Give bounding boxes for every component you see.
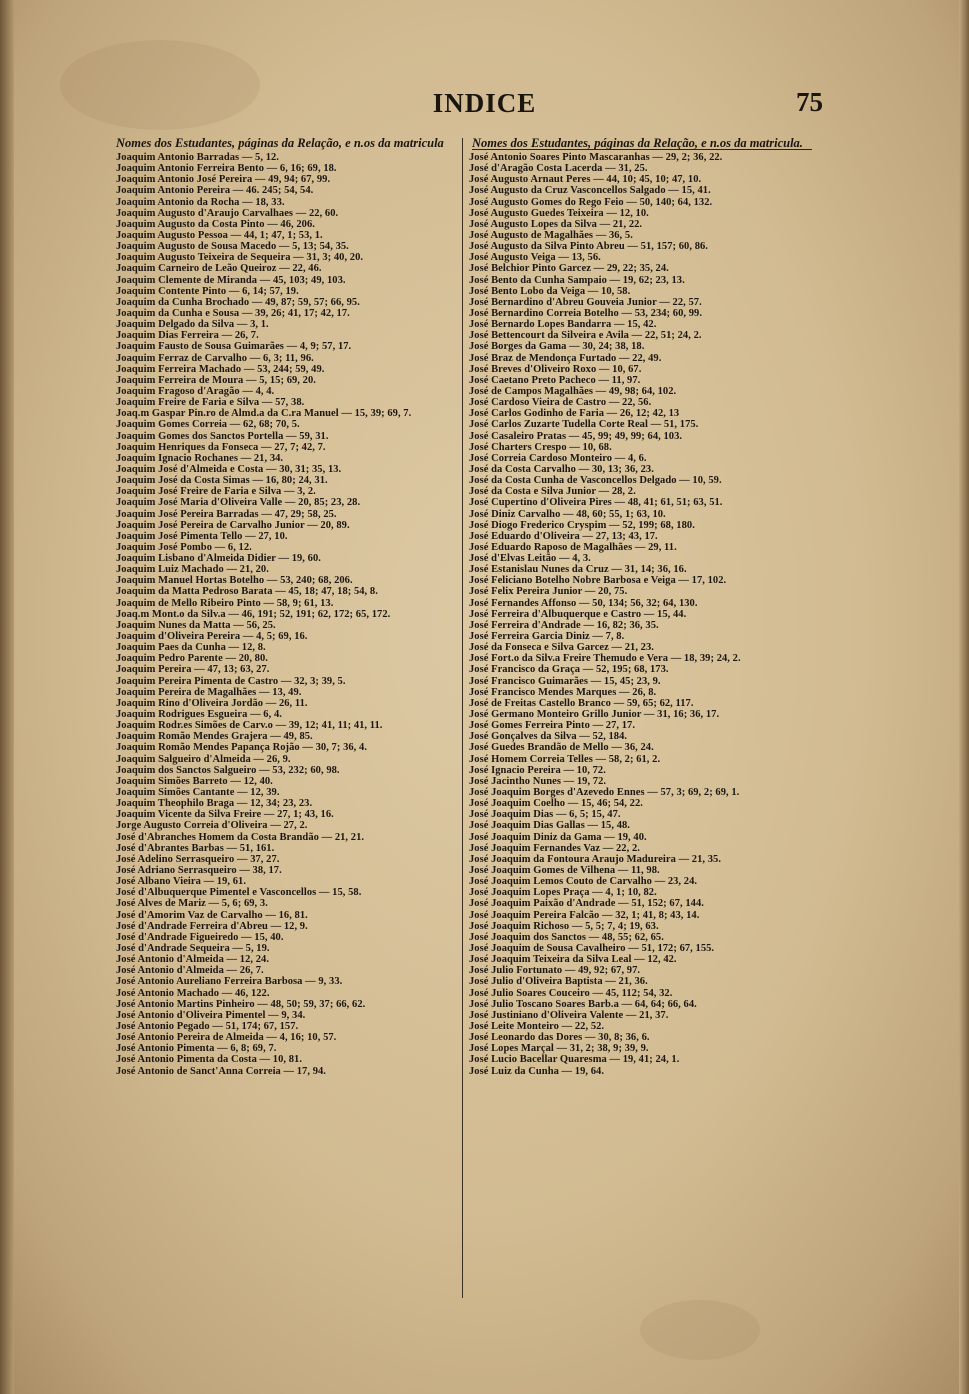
index-entry: José d'Andrade Sequeira — 5, 19. <box>116 942 270 954</box>
index-entry: José Joaquim Lemos Couto de Carvalho — 23, 24. <box>469 876 698 888</box>
left-column-header: Nomes dos Estudantes, páginas da Relação, e n.os da matricula <box>116 136 444 150</box>
index-entry: José Antonio Martins Pinheiro — 48, 50; 59, 37; 66, 62. <box>116 998 366 1010</box>
index-entry: Joaquim Manuel Hortas Botelho — 53, 240; 68, 206. <box>116 575 353 587</box>
index-entry: José Julio Toscano Soares Barb.a — 64, 64; 66, 64. <box>469 998 697 1010</box>
index-entry: José Estanislau Nunes da Cruz — 31, 14; 36, 16. <box>469 564 687 576</box>
index-entry: José Fort.o da Silv.a Freire Themudo e Vera — 18, 39; 24, 2. <box>469 653 741 665</box>
index-entry: José Antonio d'Oliveira Pimentel — 9, 34. <box>116 1009 306 1021</box>
index-entry: José da Costa Carvalho — 30, 13; 36, 23. <box>469 463 654 475</box>
index-entry: José Jacintho Nunes — 19, 72. <box>469 775 607 787</box>
index-entry: Joaquim Ferraz de Carvalho — 6, 3; 11, 96. <box>116 352 314 364</box>
index-entry: José Ferreira d'Albuquerque e Castro — 15, 44. <box>469 608 687 620</box>
index-entry: José Augusto da Silva Pinto Abreu — 51, 157; 60, 86. <box>469 241 708 253</box>
index-entry: José Eduardo d'Oliveira — 27, 13; 43, 17. <box>469 530 658 542</box>
index-entry: José Julio d'Oliveira Baptista — 21, 36. <box>469 976 648 988</box>
index-entry: José Charters Crespo — 10, 68. <box>469 441 612 453</box>
index-entry: José Joaquim Coelho — 15, 46; 54, 22. <box>469 798 643 810</box>
index-entry: José Caetano Preto Pacheco — 11, 97. <box>469 374 641 386</box>
index-entry: Joaquim Salgueiro d'Almeida — 26, 9. <box>116 753 291 765</box>
index-entry: Joaquim Simões Cantante — 12, 39. <box>116 787 280 799</box>
index-entry: Joaquim da Cunha Brochado — 49, 87; 59, 57; 66, 95. <box>116 296 360 308</box>
index-entry: Joaquim José d'Almeida e Costa — 30, 31; 35, 13. <box>116 463 342 475</box>
index-entry: Joaquim Vicente da Silva Freire — 27, 1; 43, 16. <box>116 809 334 821</box>
index-entry: José Lopes Marçal — 31, 2; 38, 9; 39, 9. <box>469 1043 649 1055</box>
right-index-column <box>469 152 819 1077</box>
index-entry: José Antonio Machado — 46, 122. <box>116 987 270 999</box>
index-entry: Joaquim Romão Mendes Papança Rojão — 30, 7; 36, 4. <box>116 742 367 754</box>
index-entry: Joaquim da Cunha e Sousa — 39, 26; 41, 17; 42, 17. <box>116 307 350 319</box>
left-index-column <box>116 152 466 1077</box>
paper-stain <box>640 1300 760 1360</box>
index-entry: José Bento Lobo da Veiga — 10, 58. <box>469 285 631 297</box>
index-entry: José Ferreira Garcia Diniz — 7, 8. <box>469 631 625 643</box>
index-entry: Joaquim Gomes dos Sanctos Portella — 59, 31. <box>116 430 329 442</box>
index-entry: José Joaquim Dias Gallas — 15, 48. <box>469 820 630 832</box>
index-entry: José Antonio Soares Pinto Mascaranhas — 29, 2; 36, 22. <box>469 152 723 163</box>
index-entry: Joaquim José Maria d'Oliveira Valle — 20, 85; 23, 28. <box>116 497 361 509</box>
index-entry: José Augusto Guedes Teixeira — 12, 10. <box>469 207 649 219</box>
index-entry: José Albano Vieira — 19, 61. <box>116 876 247 888</box>
index-entry: Joaquim Rino d'Oliveira Jordão — 26, 11. <box>116 697 308 709</box>
page-binding-edge <box>0 0 14 1394</box>
index-entry: José da Fonseca e Silva Garcez — 21, 23. <box>469 642 654 654</box>
index-entry: Joaquim Fausto de Sousa Guimarães — 4, 9; 57, 17. <box>116 341 352 353</box>
index-entry: Joaquim Gomes Correia — 62, 68; 70, 5. <box>116 419 300 431</box>
index-entry: Joaquim Simões Barreto — 12, 40. <box>116 775 273 787</box>
index-entry: José Diogo Frederico Cryspim — 52, 199; 68, 180. <box>469 519 695 531</box>
index-entry: José Germano Monteiro Grillo Junior — 31, 16; 36, 17. <box>469 709 720 721</box>
index-entry: José Ignacio Pereira — 10, 72. <box>469 764 606 776</box>
index-entry: José Joaquim Lopes Praça — 4, 1; 10, 82. <box>469 887 657 899</box>
index-entry: José Casaleiro Pratas — 45, 99; 49, 99; 64, 103. <box>469 430 683 442</box>
index-entry: José Joaquim Richoso — 5, 5; 7, 4; 19, 63. <box>469 920 659 932</box>
right-column-header: Nomes dos Estudantes, páginas da Relação, e n.os da matricula. <box>472 136 812 150</box>
index-entry: Joaquim de Mello Ribeiro Pinto — 58, 9; 61, 13. <box>116 597 334 609</box>
index-entry: Joaquim Romão Mendes Grajera — 49, 85. <box>116 731 313 743</box>
index-entry: José Joaquim Diniz da Gama — 19, 40. <box>469 831 647 843</box>
index-entry: José Bento da Cunha Sampaio — 19, 62; 23, 13. <box>469 274 685 286</box>
index-entry: José Bernardo Lopes Bandarra — 15, 42. <box>469 319 657 331</box>
index-entry: Joaquim Lisbano d'Almeida Didier — 19, 60. <box>116 553 321 565</box>
index-entry: José da Costa Cunha de Vasconcellos Delgado — 10, 59. <box>469 475 722 487</box>
index-entry: Joaquim dos Sanctos Salgueiro — 53, 232; 60, 98. <box>116 764 340 776</box>
index-entry: José Bernardino d'Abreu Gouveia Junior — 22, 57. <box>469 296 702 308</box>
index-entry: José Borges da Gama — 30, 24; 38, 18. <box>469 341 645 353</box>
index-entry: Joaquim Augusto Teixeira de Sequeira — 31, 3; 40, 20. <box>116 252 364 264</box>
index-entry: José de Campos Magalhães — 49, 98; 64, 102. <box>469 385 677 397</box>
index-entry: José Cardoso Vieira de Castro — 22, 56. <box>469 397 652 409</box>
index-entry: Joaquim Pedro Parente — 20, 80. <box>116 653 268 665</box>
index-entry: José Francisco Guimarães — 15, 45; 23, 9. <box>469 675 661 687</box>
index-entry: José Francisco Mendes Marques — 26, 8. <box>469 686 657 698</box>
index-entry: José Guedes Brandão de Mello — 36, 24. <box>469 742 654 754</box>
index-entry: José Antonio Pegado — 51, 174; 67, 157. <box>116 1020 299 1032</box>
index-entry: José Augusto Lopes da Silva — 21, 22. <box>469 218 643 230</box>
index-entry: José d'Andrade Ferreira d'Abreu — 12, 9. <box>116 920 308 932</box>
index-entry: José Joaquim Dias — 6, 5; 15, 47. <box>469 809 621 821</box>
index-entry: Joaquim Contente Pinto — 6, 14; 57, 19. <box>116 285 299 297</box>
index-entry: José Luiz da Cunha — 19, 64. <box>469 1065 605 1077</box>
index-entry: Joaquim Paes da Cunha — 12, 8. <box>116 642 266 654</box>
index-entry: José Fernandes Affonso — 50, 134; 56, 32; 64, 130. <box>469 597 698 609</box>
index-entry: José Felix Pereira Junior — 20, 75. <box>469 586 628 598</box>
index-entry: Joaquim Antonio da Rocha — 18, 33. <box>116 196 285 208</box>
index-entry: José Joaquim Paixão d'Andrade — 51, 152; 67, 144. <box>469 898 704 910</box>
index-entry: José Augusto Arnaut Peres — 44, 10; 45, 10; 47, 10. <box>469 174 702 186</box>
index-entry: José Adelino Serrasqueiro — 37, 27. <box>116 853 280 865</box>
page-title: INDICE <box>432 88 537 118</box>
index-entry: Joaquim Ignacio Rochanes — 21, 34. <box>116 452 284 464</box>
index-entry: José Antonio Pereira de Almeida — 4, 16; 10, 57. <box>116 1032 337 1044</box>
index-entry: José Adriano Serrasqueiro — 38, 17. <box>116 865 282 876</box>
index-entry: José Homem Correia Telles — 58, 2; 61, 2. <box>469 753 661 765</box>
index-entry: José Gonçalves da Silva — 52, 184. <box>469 731 628 743</box>
index-entry: José Carlos Godinho de Faria — 26, 12; 42, 13 <box>469 408 680 420</box>
index-entry: Joaquim José Pereira de Carvalho Junior — 20, 89. <box>116 519 350 531</box>
index-entry: José Antonio de Sanct'Anna Correia — 17, 94. <box>116 1065 326 1077</box>
index-entry: Joaquim Antonio Pereira — 46. 245; 54, 54. <box>116 185 314 197</box>
index-entry: Joaquim José da Costa Simas — 16, 80; 24, 31. <box>116 475 328 487</box>
index-entry: José Cupertino d'Oliveira Pires — 48, 41; 61, 51; 63, 51. <box>469 497 723 509</box>
index-entry: José Carlos Zuzarte Tudella Corte Real — 51, 175. <box>469 419 699 431</box>
index-entry: José Alves de Mariz — 5, 6; 69, 3. <box>116 898 268 910</box>
index-entry: José Augusto Gomes do Rego Feio — 50, 140; 64, 132. <box>469 196 713 208</box>
index-entry: Joaquim Rodr.es Simões de Carv.o — 39, 12; 41, 11; 41, 11. <box>116 720 383 732</box>
index-entry: José Francisco da Graça — 52, 195; 68, 173. <box>469 664 669 676</box>
index-entry: José Joaquim Pereira Falcão — 32, 1; 41, 8; 43, 14. <box>469 909 700 921</box>
index-entry: José Augusto de Magalhães — 36, 5. <box>469 229 633 241</box>
index-entry: José Braz de Mendonça Furtado — 22, 49. <box>469 352 662 364</box>
index-entry: José Joaquim dos Sanctos — 48, 55; 62, 65. <box>469 931 664 943</box>
index-entry: Joaquim Delgado da Silva — 3, 1. <box>116 319 269 331</box>
index-entry: Joaquim Theophilo Braga — 12, 34; 23, 23. <box>116 798 313 810</box>
index-entry: José Breves d'Oliveiro Roxo — 10, 67. <box>469 363 642 375</box>
index-entry: José Joaquim Teixeira da Silva Leal — 12, 42. <box>469 954 677 966</box>
index-entry: José Feliciano Botelho Nobre Barbosa e Veiga — 17, 102. <box>469 575 727 587</box>
index-entry: José Antonio d'Almeida — 26, 7. <box>116 965 264 977</box>
page-number: 75 <box>796 87 823 117</box>
index-entry: Joaquim Pereira — 47, 13; 63, 27. <box>116 664 270 676</box>
index-entry: Joaquim José Pimenta Tello — 27, 10. <box>116 530 288 542</box>
index-entry: José Joaquim da Fontoura Araujo Madureira — 21, 35. <box>469 853 722 865</box>
index-entry: Joaquim Pereira de Magalhães — 13, 49. <box>116 686 302 698</box>
index-entry: José Eduardo Raposo de Magalhães — 29, 11. <box>469 541 677 553</box>
index-entry: José Belchior Pinto Garcez — 29, 22; 35, 24. <box>469 263 669 275</box>
index-entry: José Leite Monteiro — 22, 52. <box>469 1020 605 1032</box>
index-entry: José Antonio Aureliano Ferreira Barbosa — 9, 33. <box>116 976 343 988</box>
index-entry: José Joaquim Borges d'Azevedo Ennes — 57, 3; 69, 2; 69, 1. <box>469 787 740 799</box>
index-entry: José Justiniano d'Oliveira Valente — 21, 37. <box>469 1009 669 1021</box>
index-entry: Joaquim Ferreira Machado — 53, 244; 59, 49. <box>116 363 325 375</box>
index-entry: Joaquim Dias Ferreira — 26, 7. <box>116 330 259 342</box>
index-entry: Joaquim Nunes da Matta — 56, 25. <box>116 619 276 631</box>
index-entry: José Julio Soares Couceiro — 45, 112; 54, 32. <box>469 987 673 999</box>
index-entry: José d'Abrantes Barbas — 51, 161. <box>116 842 275 854</box>
index-entry: José d'Albuquerque Pimentel e Vasconcellos — 15, 58. <box>116 887 362 899</box>
index-entry: Joaquim Henriques da Fonseca — 27, 7; 42, 7. <box>116 441 326 453</box>
index-entry: José d'Elvas Leitão — 4, 3. <box>469 553 591 565</box>
index-entry: Joaq.m Gaspar Pin.ro de Almd.a da C.ra Manuel — 15, 39; 69, 7. <box>116 408 412 420</box>
index-entry: Joaquim Rodrigues Esgueira — 6, 4. <box>116 709 282 721</box>
index-entry: José d'Abranches Homem da Costa Brandão — 21, 21. <box>116 831 365 843</box>
index-entry: Joaquim José Pombo — 6, 12. <box>116 541 252 553</box>
index-entry: Joaquim José Freire de Faria e Silva — 3, 2. <box>116 486 316 498</box>
index-entry: Jorge Augusto Correia d'Oliveira — 27, 2. <box>116 820 308 832</box>
index-entry: Joaquim d'Oliveira Pereira — 4, 5; 69, 16. <box>116 631 308 643</box>
index-entry: Joaquim Antonio Barradas — 5, 12. <box>116 152 279 163</box>
index-entry: Joaquim Antonio Ferreira Bento — 6, 16; 69, 18. <box>116 163 337 175</box>
index-entry: José Joaquim de Sousa Cavalheiro — 51, 172; 67, 155. <box>469 942 715 954</box>
page-outer-edge <box>959 0 969 1394</box>
index-entry: José Leonardo das Dores — 30, 8; 36, 6. <box>469 1032 650 1044</box>
index-entry: José Ferreira d'Andrade — 16, 82; 36, 35. <box>469 619 659 631</box>
index-entry: José d'Amorim Vaz de Carvalho — 16, 81. <box>116 909 308 921</box>
index-entry: Joaquim José Pereira Barradas — 47, 29; 58, 25. <box>116 508 337 520</box>
index-entry: Joaquim Augusto Pessoa — 44, 1; 47, 1; 53, 1. <box>116 229 323 241</box>
index-entry: José Augusto Veiga — 13, 56. <box>469 252 601 264</box>
index-entry: Joaquim Ferreira de Moura — 5, 15; 69, 20. <box>116 374 316 386</box>
index-entry: Joaquim Antonio José Pereira — 49, 94; 67, 99. <box>116 174 331 186</box>
index-entry: Joaquim da Matta Pedroso Barata — 45, 18; 47, 18; 54, 8. <box>116 586 378 598</box>
index-entry: Joaquim Pereira Pimenta de Castro — 32, 3; 39, 5. <box>116 675 346 687</box>
index-entry: José d'Andrade Figueiredo — 15, 40. <box>116 931 284 943</box>
index-entry: Joaquim Freire de Faria e Silva — 57, 38. <box>116 397 305 409</box>
index-entry: José Lucio Bacellar Quaresma — 19, 41; 24, 1. <box>469 1054 680 1066</box>
index-entry: Joaquim Clemente de Miranda — 45, 103; 49, 103. <box>116 274 346 286</box>
index-entry: José Bernardino Correia Botelho — 53, 234; 60, 99. <box>469 307 702 319</box>
index-entry: José Correia Cardoso Monteiro — 4, 6. <box>469 452 647 464</box>
index-entry: Joaquim Luiz Machado — 21, 20. <box>116 564 269 576</box>
index-entry: José Bettencourt da Silveira e Avila — 22, 51; 24, 2. <box>469 330 702 342</box>
index-entry: Joaq.m Mont.o da Silv.a — 46, 191; 52, 191; 62, 172; 65, 172. <box>116 608 391 620</box>
index-entry: Joaquim Augusto de Sousa Macedo — 5, 13; 54, 35. <box>116 241 349 253</box>
index-entry: José Antonio Pimenta da Costa — 10, 81. <box>116 1054 302 1066</box>
index-entry: José Diniz Carvalho — 48, 60; 55, 1; 63, 10. <box>469 508 666 520</box>
index-entry: José Antonio d'Almeida — 12, 24. <box>116 954 269 966</box>
index-entry: Joaquim Augusto da Costa Pinto — 46, 206. <box>116 218 315 230</box>
index-entry: José d'Aragão Costa Lacerda — 31, 25. <box>469 163 648 175</box>
index-entry: Joaquim Fragoso d'Aragão — 4, 4. <box>116 385 275 397</box>
index-entry: José Antonio Pimenta — 6, 8; 69, 7. <box>116 1043 277 1055</box>
index-entry: Joaquim Carneiro de Leão Queiroz — 22, 46. <box>116 263 322 275</box>
index-entry: José Joaquim Fernandes Vaz — 22, 2. <box>469 842 640 854</box>
index-entry: José Julio Fortunato — 49, 92; 67, 97. <box>469 965 641 977</box>
index-entry: José de Freitas Castello Branco — 59, 65; 62, 117. <box>469 697 694 709</box>
index-entry: José da Costa e Silva Junior — 28, 2. <box>469 486 636 498</box>
index-entry: José Augusto da Cruz Vasconcellos Salgado — 15, 41. <box>469 185 711 197</box>
index-entry: José Joaquim Gomes de Vilhena — 11, 98. <box>469 865 660 876</box>
index-entry: José Gomes Ferreira Pinto — 27, 17. <box>469 720 636 732</box>
index-entry: Joaquim Augusto d'Araujo Carvalhaes — 22, 60. <box>116 207 339 219</box>
